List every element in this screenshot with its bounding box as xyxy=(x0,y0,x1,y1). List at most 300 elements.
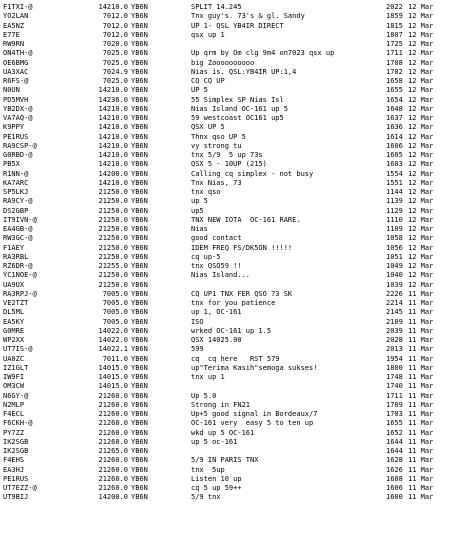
spot-comment: Nias Island OC-161 up 5 xyxy=(191,104,288,113)
spot-spotter: YB6N xyxy=(131,12,148,21)
spot-frequency: 14210.0 xyxy=(98,151,128,159)
spot-frequency: 14236.0 xyxy=(98,95,128,104)
spot-frequency: 21260.0 xyxy=(98,474,128,483)
spot-callsign: RW9RN xyxy=(3,40,25,48)
spot-spotter: YB6N xyxy=(131,280,148,289)
spot-date: 11 Mar xyxy=(408,308,434,317)
spot-callsign: ON4TH-@ xyxy=(3,49,33,58)
spot-date: 12 Mar xyxy=(408,58,434,67)
spot-date: 12 Mar xyxy=(408,95,434,104)
spot-time: 1608 xyxy=(386,474,403,483)
spot-comment: OC-161 very easy 5 to ten up xyxy=(191,419,314,428)
spot-spotter: YB6N xyxy=(131,465,148,474)
spot-time: 1056 xyxy=(386,243,403,252)
spot-date: 12 Mar xyxy=(408,215,434,224)
spot-time: 1703 xyxy=(386,410,403,418)
spot-comment: 55 Simplex SP Nias Isl xyxy=(191,95,284,104)
spot-comment: 59 westcoast OC161 up5 xyxy=(191,114,284,122)
spot-callsign: DL5ML xyxy=(3,308,25,317)
spot-callsign: F4ECL xyxy=(3,410,25,418)
spot-callsign: RA3RBL xyxy=(3,252,29,261)
spot-date: 11 Mar xyxy=(408,373,434,381)
spot-time: 1144 xyxy=(386,188,403,196)
spot-time: 1648 xyxy=(386,104,403,113)
spot-spotter: YB6N xyxy=(131,77,148,85)
spot-date: 11 Mar xyxy=(408,400,434,409)
spot-date: 11 Mar xyxy=(408,447,434,455)
spot-callsign: RA9CY-@ xyxy=(3,197,33,206)
spot-frequency: 21260.0 xyxy=(98,484,128,492)
spot-frequency: 21260.0 xyxy=(98,437,128,446)
spot-spotter: YB6N xyxy=(131,437,148,446)
spot-time: 1644 xyxy=(386,437,403,446)
spot-spotter: YB6N xyxy=(131,114,148,122)
spot-frequency: 7024.9 xyxy=(102,67,128,76)
spot-time: 1637 xyxy=(386,114,403,122)
spot-frequency: 21250.0 xyxy=(98,243,128,252)
spot-date: 11 Mar xyxy=(408,317,434,326)
spot-date: 11 Mar xyxy=(408,456,434,465)
spot-callsign: F6CKH-@ xyxy=(3,419,33,428)
spot-callsign: IT9IVN-@ xyxy=(3,215,37,224)
spot-spotter: YB6N xyxy=(131,391,148,400)
spot-comment: UP 5 xyxy=(191,86,208,95)
spot-frequency: 7005.0 xyxy=(102,308,128,317)
spot-time: 2028 xyxy=(386,336,403,344)
spot-callsign: N0UN xyxy=(3,86,20,95)
spot-comment: Nias xyxy=(191,225,208,233)
spot-spotter: YB6N xyxy=(131,86,148,95)
spot-date: 12 Mar xyxy=(408,225,434,233)
spot-date: 12 Mar xyxy=(408,12,434,21)
spot-frequency: 14210.0 xyxy=(98,86,128,95)
spot-comment: IDEM FREQ FS/DK5ON !!!!! xyxy=(191,243,293,252)
spot-frequency: 7005.0 xyxy=(102,299,128,307)
spot-frequency: 21250.0 xyxy=(98,225,128,233)
spot-callsign: EA3HJ xyxy=(3,465,25,474)
spot-frequency: 21255.0 xyxy=(98,262,128,270)
spot-time: 1708 xyxy=(386,58,403,67)
spot-date: 11 Mar xyxy=(408,382,434,391)
spot-comment: good contact xyxy=(191,234,242,243)
spot-comment: vy strong tu xyxy=(191,141,242,150)
spot-callsign: EA4GB-@ xyxy=(3,225,33,233)
spot-time: 2145 xyxy=(386,308,403,317)
spot-time: 1954 xyxy=(386,354,403,363)
spot-spotter: YB6N xyxy=(131,58,148,67)
spot-frequency: 21260.0 xyxy=(98,391,128,400)
spot-comment: cq up-5 xyxy=(191,252,221,261)
spot-time: 1702 xyxy=(386,67,403,76)
spot-comment: Strong in FN21 xyxy=(191,400,251,409)
spot-spotter: YB6N xyxy=(131,141,148,150)
spot-comment: QSX UP 5 xyxy=(191,123,225,132)
spot-callsign: F1AEY xyxy=(3,243,25,252)
spot-callsign: PE1RUS xyxy=(3,132,29,141)
spot-callsign: KA7ARC xyxy=(3,178,29,187)
spot-spotter: YB6N xyxy=(131,289,148,298)
spot-time: 2226 xyxy=(386,289,403,298)
spot-frequency: 21260.0 xyxy=(98,456,128,465)
spot-spotter: YB6N xyxy=(131,493,148,502)
spot-frequency: 21250.0 xyxy=(98,280,128,289)
spot-date: 12 Mar xyxy=(408,262,434,270)
spot-time: 1051 xyxy=(386,252,403,261)
spot-spotter: YB6N xyxy=(131,30,148,39)
spot-frequency: 14200.0 xyxy=(98,493,128,502)
spot-frequency: 7005.0 xyxy=(102,289,128,298)
spot-time: 1606 xyxy=(386,141,403,150)
spot-frequency: 14210.0 xyxy=(98,160,128,169)
spot-spotter: YB6N xyxy=(131,215,148,224)
spot-spotter: YB6N xyxy=(131,262,148,270)
spot-callsign: R1NN-@ xyxy=(3,169,29,178)
spot-frequency: 21250.0 xyxy=(98,215,128,224)
spot-callsign: PB5X xyxy=(3,160,20,169)
spot-date: 11 Mar xyxy=(408,363,434,372)
spot-callsign: UT7EZZ-@ xyxy=(3,484,37,492)
spot-frequency: 21260.0 xyxy=(98,410,128,418)
spot-time: 1652 xyxy=(386,428,403,437)
spot-date: 12 Mar xyxy=(408,151,434,159)
spot-spotter: YB6N xyxy=(131,206,148,215)
spot-time: 1859 xyxy=(386,12,403,21)
spot-comment: ISO xyxy=(191,317,204,326)
spot-comment: Tnx guy's. 73's & gl. Sandy xyxy=(191,12,305,21)
spot-time: 1600 xyxy=(386,493,403,502)
spot-time: 1800 xyxy=(386,363,403,372)
spot-frequency: 21265.0 xyxy=(98,447,128,455)
spot-date: 12 Mar xyxy=(408,141,434,150)
spot-time: 1058 xyxy=(386,234,403,243)
spot-comment: Tnx Nias, 73 xyxy=(191,178,242,187)
spot-comment: tnx up 1 xyxy=(191,373,225,381)
spot-date: 11 Mar xyxy=(408,474,434,483)
spot-spotter: YB6N xyxy=(131,447,148,455)
spot-comment: Nias Island... xyxy=(191,271,251,280)
spot-callsign: N6GY-@ xyxy=(3,391,29,400)
spot-time: 1711 xyxy=(386,49,403,58)
spot-time: 1658 xyxy=(386,77,403,85)
spot-comment: cq 5 up 59++ xyxy=(191,484,242,492)
spot-frequency: 21250.0 xyxy=(98,252,128,261)
spot-date: 11 Mar xyxy=(408,354,434,363)
spot-spotter: YB6N xyxy=(131,234,148,243)
spot-callsign: IK2SGB xyxy=(3,447,29,455)
spot-date: 12 Mar xyxy=(408,197,434,206)
spot-date: 12 Mar xyxy=(408,123,434,132)
spot-time: 1626 xyxy=(386,465,403,474)
spot-time: 1049 xyxy=(386,262,403,270)
spot-time: 1605 xyxy=(386,151,403,159)
spot-callsign: UA9UX xyxy=(3,280,25,289)
spot-spotter: YB6N xyxy=(131,49,148,58)
spot-spotter: YB6N xyxy=(131,151,148,159)
spot-time: 2109 xyxy=(386,317,403,326)
spot-time: 1040 xyxy=(386,271,403,280)
spot-frequency: 21250.0 xyxy=(98,206,128,215)
spot-spotter: YB6N xyxy=(131,428,148,437)
spot-spotter: YB6N xyxy=(131,95,148,104)
spot-callsign: UT9BIJ xyxy=(3,493,29,502)
spot-date: 11 Mar xyxy=(408,289,434,298)
spot-time: 1109 xyxy=(386,225,403,233)
spot-comment: tnx qso xyxy=(191,188,221,196)
spot-spotter: YB6N xyxy=(131,67,148,76)
spot-comment: 5/9 IN PARIS TNX xyxy=(191,456,259,465)
spot-frequency: 21260.0 xyxy=(98,400,128,409)
spot-time: 2022 xyxy=(386,3,403,11)
spot-date: 12 Mar xyxy=(408,160,434,169)
spot-callsign: G0RBD-@ xyxy=(3,151,33,159)
spot-spotter: YB6N xyxy=(131,197,148,206)
spot-comment: 5/9 tnx xyxy=(191,493,221,502)
spot-frequency: 14022.0 xyxy=(98,336,128,344)
spot-time: 1655 xyxy=(386,86,403,95)
spot-spotter: YB6N xyxy=(131,123,148,132)
spot-comment: CQ CQ UP xyxy=(191,77,225,85)
spot-callsign: IW9FI xyxy=(3,373,25,381)
spot-comment: tnx QSO59 !! xyxy=(191,262,242,270)
spot-time: 1039 xyxy=(386,280,403,289)
spot-date: 11 Mar xyxy=(408,465,434,474)
spot-comment: TNX NEW IOTA OC-161 RARE. xyxy=(191,215,301,224)
spot-date: 11 Mar xyxy=(408,428,434,437)
spot-callsign: VA7AQ-@ xyxy=(3,114,33,122)
spot-comment: Nias is. QSL:YB4IR UP:1,4 xyxy=(191,67,297,76)
spot-comment: big Zoooooooooo xyxy=(191,58,255,67)
spot-callsign: F1TXI-@ xyxy=(3,3,33,11)
spot-spotter: YB6N xyxy=(131,188,148,196)
spot-frequency: 7025.0 xyxy=(102,77,128,85)
spot-spotter: YB6N xyxy=(131,474,148,483)
spot-comment: Up+5 good signal in Bordeaux/7 xyxy=(191,410,318,418)
spot-spotter: YB6N xyxy=(131,363,148,372)
spot-spotter: YB6N xyxy=(131,40,148,48)
spot-comment: up5 xyxy=(191,206,204,215)
spot-callsign: EA5NZ xyxy=(3,21,25,30)
spot-spotter: YB6N xyxy=(131,326,148,335)
spot-frequency: 14210.0 xyxy=(98,104,128,113)
spot-callsign: YB2DX-@ xyxy=(3,104,33,113)
spot-callsign: K9PPY xyxy=(3,123,25,132)
spot-callsign: UT7IS-@ xyxy=(3,345,33,354)
spot-frequency: 21250.0 xyxy=(98,188,128,196)
spot-spotter: YB6N xyxy=(131,456,148,465)
spot-spotter: YB6N xyxy=(131,243,148,252)
spot-date: 12 Mar xyxy=(408,132,434,141)
spot-frequency: 21260.0 xyxy=(98,419,128,428)
spot-time: 1129 xyxy=(386,206,403,215)
spot-frequency: 7025.0 xyxy=(102,58,128,67)
spot-date: 12 Mar xyxy=(408,169,434,178)
spot-time: 1740 xyxy=(386,382,403,391)
spot-date: 12 Mar xyxy=(408,280,434,289)
spot-frequency: 14210.0 xyxy=(98,141,128,150)
spot-spotter: YB6N xyxy=(131,271,148,280)
spot-callsign: OM3CW xyxy=(3,382,25,391)
spot-spotter: YB6N xyxy=(131,484,148,492)
spot-callsign: RZ6DR-@ xyxy=(3,262,33,270)
spot-frequency: 21260.0 xyxy=(98,428,128,437)
spot-frequency: 7025.0 xyxy=(102,49,128,58)
spot-frequency: 14022.0 xyxy=(98,326,128,335)
spot-spotter: YB6N xyxy=(131,225,148,233)
spot-date: 11 Mar xyxy=(408,336,434,344)
spot-date: 12 Mar xyxy=(408,243,434,252)
spot-callsign: YC1NOE-@ xyxy=(3,271,37,280)
spot-frequency: 7012.0 xyxy=(102,21,128,30)
spot-spotter: YB6N xyxy=(131,178,148,187)
spot-callsign: PE1RUS xyxy=(3,474,29,483)
spot-callsign: F4EHS xyxy=(3,456,25,465)
spot-time: 1748 xyxy=(386,373,403,381)
spot-frequency: 21250.0 xyxy=(98,234,128,243)
spot-comment: Up 5.0 xyxy=(191,391,217,400)
spot-callsign: UA0ZC xyxy=(3,354,25,363)
spot-time: 1655 xyxy=(386,419,403,428)
spot-date: 12 Mar xyxy=(408,21,434,30)
spot-comment: UP 1- QSL YB4IR DIRECT xyxy=(191,21,284,30)
spot-callsign: RA9CSP-@ xyxy=(3,141,37,150)
spot-date: 12 Mar xyxy=(408,271,434,280)
spot-date: 11 Mar xyxy=(408,419,434,428)
spot-frequency: 7012.0 xyxy=(102,30,128,39)
spot-frequency: 7020.0 xyxy=(102,40,128,48)
spot-frequency: 14210.0 xyxy=(98,123,128,132)
spot-time: 1815 xyxy=(386,21,403,30)
spot-date: 12 Mar xyxy=(408,114,434,122)
spot-comment: up 1, OC-161 xyxy=(191,308,242,317)
spot-date: 11 Mar xyxy=(408,299,434,307)
spot-date: 11 Mar xyxy=(408,484,434,492)
spot-spotter: YB6N xyxy=(131,345,148,354)
spot-callsign: RW3GC-@ xyxy=(3,234,33,243)
spot-callsign: OE6BMG xyxy=(3,58,29,67)
spot-comment: tnx 5/9 5 up 73s xyxy=(191,151,263,159)
spot-spotter: YB6N xyxy=(131,400,148,409)
spot-callsign: WP2XX xyxy=(3,336,25,344)
spot-callsign: SP5LKJ xyxy=(3,188,29,196)
spot-spotter: YB6N xyxy=(131,3,148,11)
spot-date: 12 Mar xyxy=(408,77,434,85)
spot-comment: QSX 14025.00 xyxy=(191,336,242,344)
spot-callsign: R6FS-@ xyxy=(3,77,29,85)
spot-spotter: YB6N xyxy=(131,21,148,30)
spot-comment: up"Terima Kasih"semoga sukses! xyxy=(191,363,318,372)
spot-spotter: YB6N xyxy=(131,410,148,418)
spot-callsign: YO2LAN xyxy=(3,12,29,21)
spot-comment: SPLIT 14.245 xyxy=(191,3,242,11)
spot-spotter: YB6N xyxy=(131,382,148,391)
spot-time: 1711 xyxy=(386,391,403,400)
spot-spotter: YB6N xyxy=(131,299,148,307)
spot-comment: Calling cq simplex - not busy xyxy=(191,169,314,178)
spot-time: 1614 xyxy=(386,132,403,141)
spot-frequency: 14210.0 xyxy=(98,132,128,141)
spot-frequency: 21250.0 xyxy=(98,271,128,280)
spot-comment: up 5 oc-161 xyxy=(191,437,238,446)
spot-comment: CQ UP1 TNX FER QSO 73 SK xyxy=(191,289,293,298)
spot-date: 12 Mar xyxy=(408,67,434,76)
spot-spotter: YB6N xyxy=(131,373,148,381)
spot-comment: Listen 10 up xyxy=(191,474,242,483)
spot-spotter: YB6N xyxy=(131,104,148,113)
spot-frequency: 14015.0 xyxy=(98,363,128,372)
spot-comment: qsx up 1 xyxy=(191,30,225,39)
spot-callsign: E77E xyxy=(3,30,20,39)
spot-frequency: 14200.0 xyxy=(98,169,128,178)
spot-frequency: 21260.0 xyxy=(98,465,128,474)
spot-callsign: EA5KY xyxy=(3,317,25,326)
spot-date: 11 Mar xyxy=(408,410,434,418)
spot-time: 1551 xyxy=(386,178,403,187)
spot-date: 11 Mar xyxy=(408,391,434,400)
spot-time: 1554 xyxy=(386,169,403,178)
spot-spotter: YB6N xyxy=(131,132,148,141)
spot-comment: wrked OC-161 up 1.5 xyxy=(191,326,272,335)
spot-spotter: YB6N xyxy=(131,308,148,317)
spot-frequency: 14015.0 xyxy=(98,373,128,381)
spot-date: 12 Mar xyxy=(408,40,434,48)
spot-time: 1110 xyxy=(386,215,403,224)
spot-comment: tnx 5up xyxy=(191,465,225,474)
spot-date: 12 Mar xyxy=(408,104,434,113)
spot-spotter: YB6N xyxy=(131,160,148,169)
spot-callsign: RA3RPJ-@ xyxy=(3,289,37,298)
spot-spotter: YB6N xyxy=(131,354,148,363)
spot-callsign: VE2TZT xyxy=(3,299,29,307)
spot-time: 1644 xyxy=(386,447,403,455)
spot-time: 1606 xyxy=(386,484,403,492)
spot-comment: Thnx qso UP 5 xyxy=(191,132,246,141)
spot-time: 2214 xyxy=(386,299,403,307)
spot-date: 11 Mar xyxy=(408,345,434,354)
spot-time: 1709 xyxy=(386,400,403,409)
spot-comment: cq cq here RST 579 xyxy=(191,354,280,363)
spot-date: 11 Mar xyxy=(408,437,434,446)
spot-date: 12 Mar xyxy=(408,178,434,187)
spot-date: 12 Mar xyxy=(408,49,434,58)
spot-callsign: UA3XAC xyxy=(3,67,29,76)
spot-time: 1603 xyxy=(386,160,403,169)
spot-callsign: DS2GBP xyxy=(3,206,29,215)
spot-callsign: IZ1GLT xyxy=(3,363,29,372)
spot-comment: up 5 xyxy=(191,197,208,206)
spot-spotter: YB6N xyxy=(131,317,148,326)
spot-date: 12 Mar xyxy=(408,252,434,261)
spot-time: 2039 xyxy=(386,326,403,335)
spot-frequency: 7011.0 xyxy=(102,354,128,363)
spot-date: 12 Mar xyxy=(408,188,434,196)
spot-date: 12 Mar xyxy=(408,3,434,11)
spot-time: 1636 xyxy=(386,123,403,132)
spot-frequency: 14022.1 xyxy=(98,345,128,354)
spot-callsign: IK2SGB xyxy=(3,437,29,446)
spot-time: 1807 xyxy=(386,30,403,39)
spot-comment: tnx for you patience xyxy=(191,299,276,307)
spot-time: 1628 xyxy=(386,456,403,465)
spot-time: 2013 xyxy=(386,345,403,354)
spot-spotter: YB6N xyxy=(131,336,148,344)
spot-time: 1654 xyxy=(386,95,403,104)
spot-date: 11 Mar xyxy=(408,326,434,335)
spot-callsign: PD5MVH xyxy=(3,95,29,104)
spot-callsign: PY7ZZ xyxy=(3,428,25,437)
spot-time: 1139 xyxy=(386,197,403,206)
spot-date: 12 Mar xyxy=(408,30,434,39)
spot-frequency: 14210.0 xyxy=(98,114,128,122)
